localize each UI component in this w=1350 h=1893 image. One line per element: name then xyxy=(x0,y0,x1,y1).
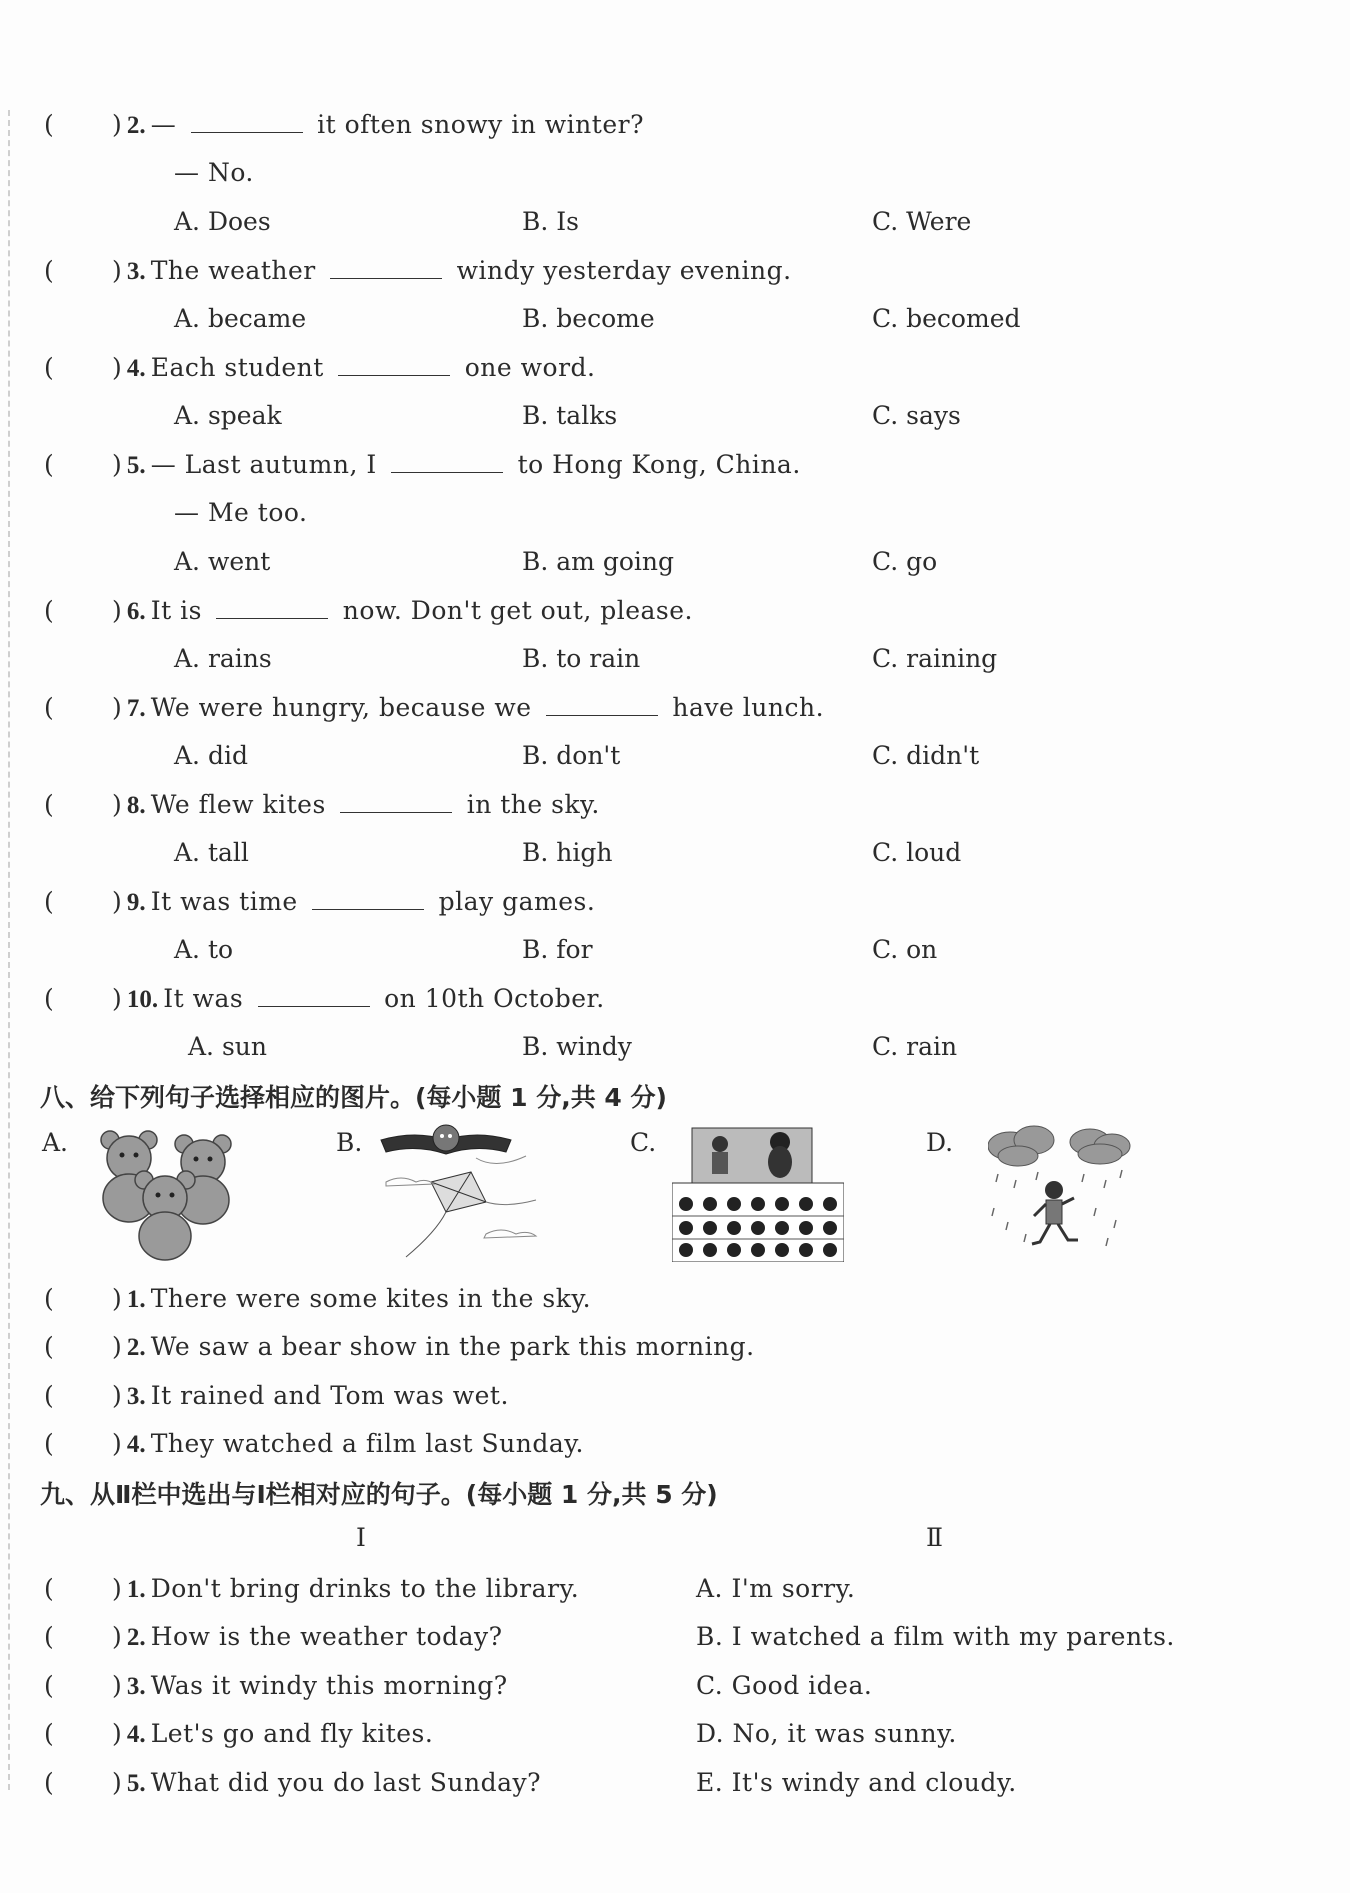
answer-paren: ( xyxy=(44,790,54,819)
option-c: C. loud xyxy=(872,838,962,867)
option-a: A. did xyxy=(174,741,248,770)
list-item: ) 4. They watched a film last Sunday. xyxy=(112,1429,585,1458)
question-number: 9. xyxy=(126,889,146,916)
option-b: B. high xyxy=(522,838,613,867)
question-number: 6. xyxy=(126,598,146,625)
section-8-heading: 八、给下列句子选择相应的图片。(每小题 1 分,共 4 分) xyxy=(40,1083,667,1112)
option-a: A. to xyxy=(174,935,234,964)
kite-picture[interactable] xyxy=(376,1122,546,1262)
option-a: A. tall xyxy=(174,838,249,867)
answer-paren: ( xyxy=(44,1719,54,1748)
picture-label-a: A. xyxy=(42,1128,69,1157)
answer-paren: ( xyxy=(44,693,54,722)
answer-paren: ( xyxy=(44,256,54,285)
picture-label-b: B. xyxy=(336,1128,363,1157)
option-b: B. talks xyxy=(522,401,618,430)
question-reply: — Me too. xyxy=(174,498,308,527)
answer-paren: ( xyxy=(44,1429,54,1458)
option-c: C. didn't xyxy=(872,741,980,770)
answer-paren: ( xyxy=(44,1671,54,1700)
option-a: A. went xyxy=(174,547,271,576)
picture-label-c: C. xyxy=(630,1128,657,1157)
question-number: 4. xyxy=(126,355,146,382)
question-row-8: ) 8. We flew kites in the sky. xyxy=(112,790,600,819)
answer-blank[interactable] xyxy=(330,260,442,279)
match-answer: C. Good idea. xyxy=(696,1671,873,1700)
list-item: ) 3. It rained and Tom was wet. xyxy=(112,1381,509,1410)
answer-paren: ( xyxy=(44,353,54,382)
option-b: B. am going xyxy=(522,547,674,576)
option-c: C. go xyxy=(872,547,938,576)
answer-paren: ( xyxy=(44,1332,54,1361)
list-item: ) 5. What did you do last Sunday? xyxy=(112,1768,542,1797)
option-c: C. on xyxy=(872,935,938,964)
question-row-6: ) 6. It is now. Don't get out, please. xyxy=(112,596,693,625)
bear-show-picture[interactable] xyxy=(672,1126,844,1262)
answer-blank[interactable] xyxy=(340,794,452,813)
match-answer: D. No, it was sunny. xyxy=(696,1719,957,1748)
match-answer: A. I'm sorry. xyxy=(696,1574,856,1603)
list-item: ) 3. Was it windy this morning? xyxy=(112,1671,508,1700)
list-item: ) 2. How is the weather today? xyxy=(112,1622,503,1651)
answer-paren: ( xyxy=(44,1768,54,1797)
column-2-header: Ⅱ xyxy=(926,1523,943,1552)
question-reply: — No. xyxy=(174,158,254,187)
option-b: B. to rain xyxy=(522,644,641,673)
binding-margin-line xyxy=(8,110,10,1790)
question-number: 3. xyxy=(126,258,146,285)
option-a: A. became xyxy=(174,304,307,333)
answer-blank[interactable] xyxy=(258,988,370,1007)
question-number: 8. xyxy=(126,792,146,819)
option-a: A. rains xyxy=(174,644,272,673)
option-a: A. sun xyxy=(188,1032,267,1061)
answer-paren: ( xyxy=(44,1381,54,1410)
option-b: B. become xyxy=(522,304,655,333)
question-row-3: ) 3. The weather windy yesterday evening. xyxy=(112,256,792,285)
answer-paren: ( xyxy=(44,1284,54,1313)
list-item: ) 2. We saw a bear show in the park this morning. xyxy=(112,1332,755,1361)
answer-blank[interactable] xyxy=(191,114,303,133)
question-row-5: ) 5. — Last autumn, I to Hong Kong, China. xyxy=(112,450,801,479)
answer-blank[interactable] xyxy=(216,600,328,619)
question-number: 5. xyxy=(126,452,146,479)
question-number: 10. xyxy=(126,986,159,1013)
teddy-bears-picture[interactable] xyxy=(96,1128,246,1263)
answer-paren: ( xyxy=(44,596,54,625)
boy-in-rain-picture[interactable] xyxy=(988,1124,1132,1260)
answer-blank[interactable] xyxy=(546,697,658,716)
answer-blank[interactable] xyxy=(338,357,450,376)
answer-blank[interactable] xyxy=(312,891,424,910)
option-b: B. don't xyxy=(522,741,621,770)
option-c: C. becomed xyxy=(872,304,1021,333)
answer-paren: ( xyxy=(44,887,54,916)
list-item: ) 1. Don't bring drinks to the library. xyxy=(112,1574,580,1603)
answer-blank[interactable] xyxy=(391,454,503,473)
answer-paren: ( xyxy=(44,1574,54,1603)
question-row-2: ) 2. — it often snowy in winter? xyxy=(112,110,644,139)
question-row-4: ) 4. Each student one word. xyxy=(112,353,596,382)
option-c: C. says xyxy=(872,401,961,430)
question-row-7: ) 7. We were hungry, because we have lunch. xyxy=(112,693,825,722)
question-row-10: ) 10. It was on 10th October. xyxy=(112,984,605,1013)
question-number: 2. xyxy=(126,112,146,139)
question-row-9: ) 9. It was time play games. xyxy=(112,887,596,916)
column-1-header: Ⅰ xyxy=(356,1523,366,1552)
section-9-heading: 九、从Ⅱ栏中选出与Ⅰ栏相对应的句子。(每小题 1 分,共 5 分) xyxy=(40,1480,718,1509)
question-row: ( xyxy=(44,110,54,139)
answer-paren: ( xyxy=(44,450,54,479)
match-answer: E. It's windy and cloudy. xyxy=(696,1768,1017,1797)
option-b: B. for xyxy=(522,935,593,964)
option-b: B. windy xyxy=(522,1032,632,1061)
list-item: ) 4. Let's go and fly kites. xyxy=(112,1719,434,1748)
answer-paren: ( xyxy=(44,1622,54,1651)
option-a: A. speak xyxy=(174,401,282,430)
option-c: C. Were xyxy=(872,207,972,236)
list-item: ) 1. There were some kites in the sky. xyxy=(112,1284,592,1313)
match-answer: B. I watched a film with my parents. xyxy=(696,1622,1175,1651)
option-c: C. raining xyxy=(872,644,998,673)
answer-paren: ( xyxy=(44,984,54,1013)
option-b: B. Is xyxy=(522,207,579,236)
option-c: C. rain xyxy=(872,1032,958,1061)
picture-label-d: D. xyxy=(926,1128,954,1157)
option-a: A. Does xyxy=(174,207,271,236)
question-number: 7. xyxy=(126,695,146,722)
